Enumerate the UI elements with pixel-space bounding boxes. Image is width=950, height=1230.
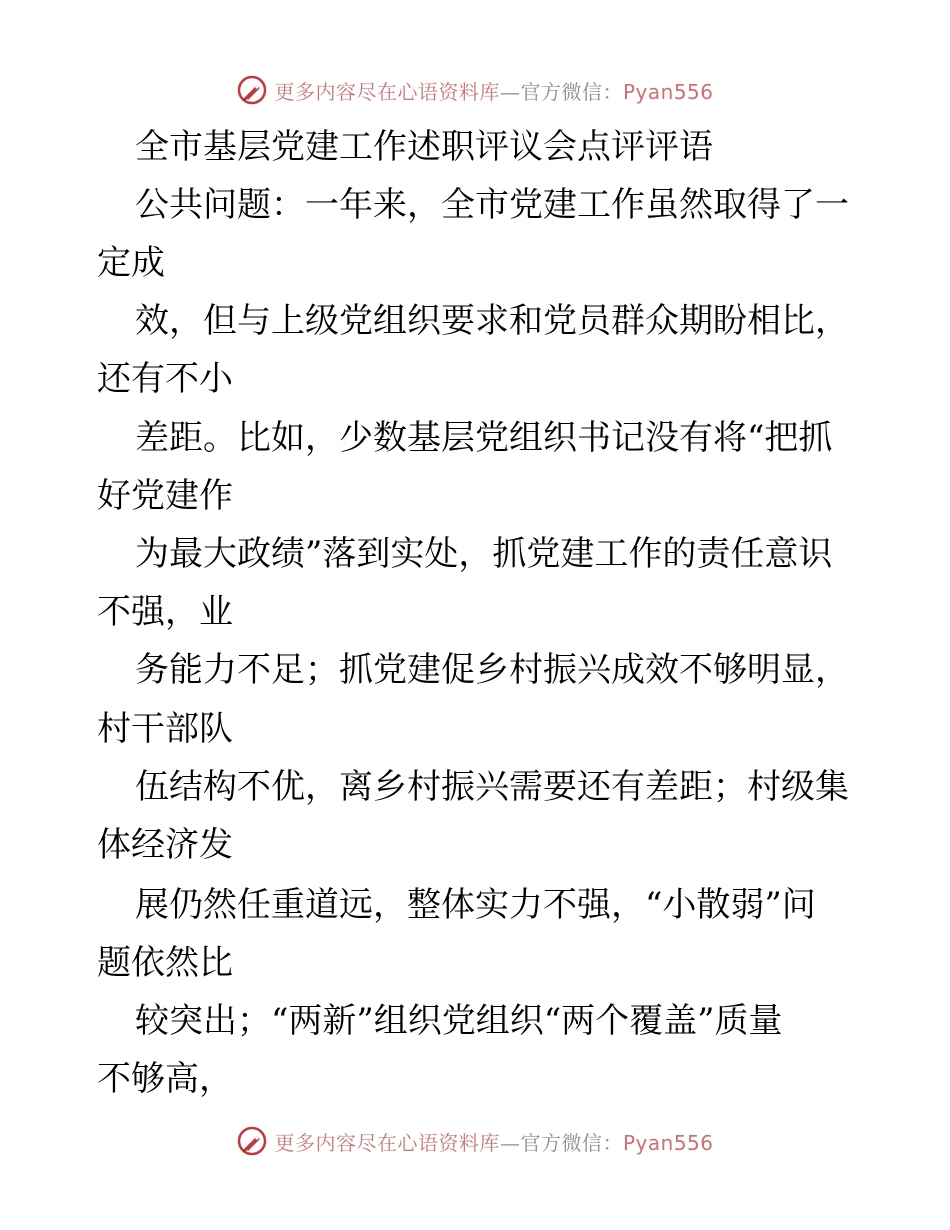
paragraph-line: 定成 <box>97 243 165 283</box>
banner-wechat-id: Pyan556 <box>622 1130 714 1155</box>
footer-banner <box>0 1124 950 1158</box>
paragraph-line: 公共问题：一年来，全市党建工作虽然取得了一 <box>135 185 849 225</box>
paragraph-line: 村干部队 <box>97 709 233 749</box>
paragraph-line: 伍结构不优，离乡村振兴需要还有差距；村级集 <box>135 767 849 807</box>
pen-nib-logo-icon <box>236 1125 268 1157</box>
pen-nib-logo-icon <box>236 74 268 106</box>
document-title: 全市基层党建工作述职评议会点评评语 <box>135 127 713 167</box>
banner-main-text: 更多内容尽在心语资料库 <box>274 79 500 104</box>
paragraph-line: 效，但与上级党组织要求和党员群众期盼相比， <box>135 301 849 341</box>
paragraph-line: 差距。比如，少数基层党组织书记没有将“把抓 <box>135 418 833 458</box>
paragraph-line: 题依然比 <box>97 943 233 983</box>
banner-wechat-label: 官方微信： <box>520 1130 623 1155</box>
paragraph-line: 体经济发 <box>97 825 233 865</box>
banner-main-text: 更多内容尽在心语资料库 <box>274 1130 500 1155</box>
banner-wechat-label: 官方微信： <box>520 79 623 104</box>
header-banner <box>0 73 950 107</box>
banner-separator: — <box>499 1130 521 1155</box>
paragraph-line: 展仍然任重道远，整体实力不强，“小散弱”问 <box>135 885 816 925</box>
banner-wechat-id: Pyan556 <box>622 79 714 104</box>
paragraph-line: 为最大政绩”落到实处，抓党建工作的责任意识 <box>135 534 833 574</box>
paragraph-line: 不够高， <box>97 1059 233 1099</box>
paragraph-line: 不强，业 <box>97 592 233 632</box>
paragraph-line: 还有不小 <box>97 359 233 399</box>
paragraph-line: 较突出；“两新”组织党组织“两个覆盖”质量 <box>135 1001 783 1041</box>
paragraph-line: 好党建作 <box>97 476 233 516</box>
banner-separator: — <box>499 79 521 104</box>
paragraph-line: 务能力不足；抓党建促乡村振兴成效不够明显， <box>135 650 849 690</box>
